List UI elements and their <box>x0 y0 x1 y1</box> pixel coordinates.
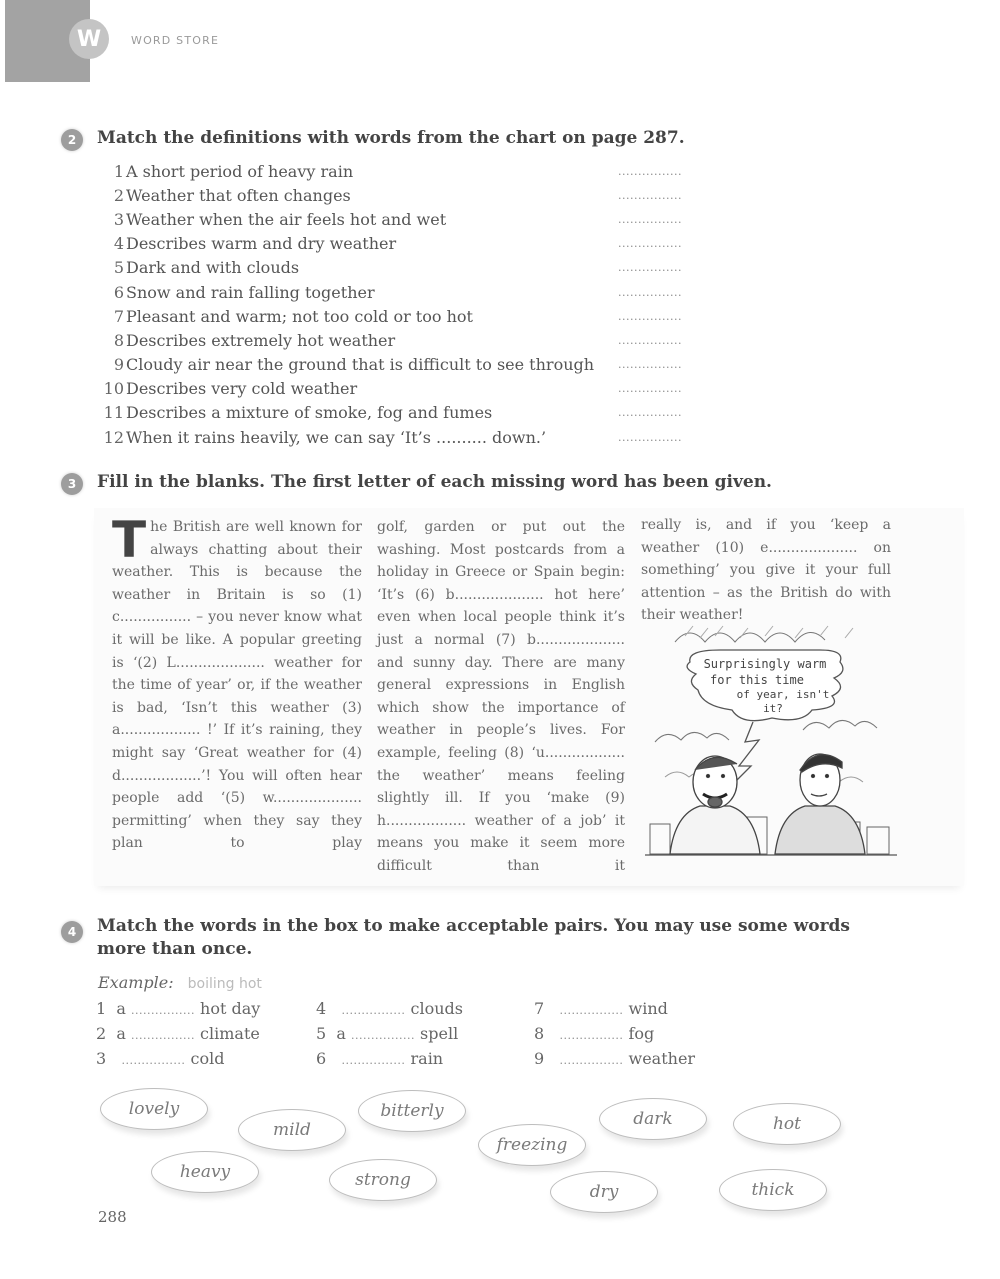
definition-row <box>96 280 706 304</box>
word-oval-bitterly[interactable]: bitterly <box>358 1090 466 1132</box>
item-number: 3 <box>113 209 124 229</box>
item-number: 11 <box>103 403 124 423</box>
speech-line-4: it? <box>763 702 783 715</box>
section-label: WORD STORE <box>131 34 220 47</box>
definition-text: Dark and with clouds <box>126 258 300 278</box>
speech-line-2: for this time <box>710 673 804 687</box>
answer-blank[interactable]: ................ <box>341 1004 406 1017</box>
item-number: 4 <box>113 234 124 254</box>
answer-blank[interactable]: ................ <box>618 188 682 202</box>
definition-row <box>96 256 706 280</box>
pair-item: 8 ................ fog <box>534 1024 655 1043</box>
definition-row <box>96 232 706 256</box>
definition-text: Describes very cold weather <box>126 379 358 399</box>
item-number: 1 <box>113 161 124 181</box>
cartoon-illustration <box>645 612 897 857</box>
word-oval-strong[interactable]: strong <box>329 1159 437 1201</box>
reading-column-3 <box>641 514 891 627</box>
page-number: 288 <box>98 1208 127 1226</box>
word-oval-dark[interactable]: dark <box>599 1098 707 1140</box>
definition-row <box>96 353 706 377</box>
man-right-icon <box>775 754 865 854</box>
answer-blank[interactable]: ................ <box>351 1029 415 1042</box>
exercise-3-badge: 3 <box>61 473 83 495</box>
definition-text: Snow and rain falling together <box>126 282 375 302</box>
word-oval-dry[interactable]: dry <box>550 1171 658 1213</box>
item-number: 7 <box>113 306 124 326</box>
definition-row <box>96 401 706 425</box>
answer-blank[interactable]: ................ <box>618 212 682 226</box>
example-answer: boiling hot <box>187 976 262 992</box>
definition-text: Describes a mixture of smoke, fog and fumes <box>126 403 493 423</box>
definition-text: Describes warm and dry weather <box>126 234 397 254</box>
pair-item: 9 ................ weather <box>534 1049 696 1068</box>
answer-blank[interactable]: ................ <box>618 333 682 347</box>
item-number: 8 <box>113 330 124 350</box>
answer-blank[interactable]: ................ <box>618 430 682 444</box>
answer-blank[interactable]: ................ <box>559 1004 624 1017</box>
item-number: 6 <box>113 282 124 302</box>
speech-line-3: of year, isn't <box>736 688 830 701</box>
pair-item: 5 a ................ spell <box>316 1024 459 1043</box>
item-number: 10 <box>103 379 124 399</box>
definition-row <box>96 377 706 401</box>
answer-blank[interactable]: ................ <box>618 261 682 275</box>
definition-text: A short period of heavy rain <box>126 161 354 181</box>
definition-text: Weather that often changes <box>126 185 351 205</box>
exercise-4-badge: 4 <box>61 921 83 943</box>
answer-blank[interactable]: ................ <box>131 1004 195 1017</box>
definition-list <box>96 159 706 449</box>
word-oval-mild[interactable]: mild <box>238 1109 346 1151</box>
answer-blank[interactable]: ................ <box>618 406 682 420</box>
answer-blank[interactable]: ................ <box>618 358 682 372</box>
answer-blank[interactable]: ................ <box>618 382 682 396</box>
definition-row <box>96 183 706 207</box>
definition-text: When it rains heavily, we can say ‘It’s .......... down.’ <box>126 427 547 447</box>
reading-column-2 <box>377 516 625 878</box>
reading-column-1 <box>112 511 362 855</box>
definition-row <box>96 159 706 183</box>
answer-blank[interactable]: ................ <box>618 237 682 251</box>
definition-row <box>96 304 706 328</box>
definition-text: Describes extremely hot weather <box>126 330 396 350</box>
pair-item: 4 ................ clouds <box>316 999 463 1018</box>
drop-cap: T <box>112 511 147 569</box>
word-oval-thick[interactable]: thick <box>719 1169 827 1211</box>
pair-item: 2 a ................ climate <box>96 1024 260 1043</box>
answer-blank[interactable]: ................ <box>121 1054 186 1067</box>
definition-row <box>96 328 706 352</box>
word-store-badge: W <box>69 19 109 59</box>
item-number: 5 <box>113 258 124 278</box>
example-label: Example: <box>98 973 174 992</box>
answer-blank[interactable]: ................ <box>341 1054 406 1067</box>
column-3-text: really is, and if you ‘keep a weather (10) e.................... on something’ you give it your full attention – as the British do with their weather! <box>641 517 891 624</box>
word-oval-lovely[interactable]: lovely <box>100 1088 208 1130</box>
word-oval-heavy[interactable]: heavy <box>151 1151 259 1193</box>
answer-blank[interactable]: ................ <box>559 1054 624 1067</box>
exercise-4-title-line-1: Match the words in the box to make acceptable pairs. You may use some words <box>97 916 851 936</box>
definition-text: Weather when the air feels hot and wet <box>126 209 447 229</box>
pair-item: 1 a ................ hot day <box>96 999 261 1018</box>
exercise-2-badge: 2 <box>61 129 83 151</box>
example-line <box>98 973 262 992</box>
exercise-4-title-line-2: more than once. <box>97 939 253 959</box>
pair-item: 3 ................ cold <box>96 1049 225 1068</box>
definition-row <box>96 207 706 231</box>
pair-item: 7 ................ wind <box>534 999 668 1018</box>
answer-blank[interactable]: ................ <box>618 285 682 299</box>
answer-blank[interactable]: ................ <box>559 1029 624 1042</box>
column-1-text: he British are well known for always chatting about their weather. This is because the weather in Britain is so (1) c................ – you never know what it will be like. A popular greeting is ‘(2) L.................... weather for the time of year’ or, if the weather is bad, ‘Isn’t this weather (3) a.................. !’ If it’s raining, they might say ‘Great weather for (4) d..................’! You will often hear people add ‘(5) w.................... permitting’ when they say they plan to play <box>112 519 362 852</box>
speech-line-1: Surprisingly warm <box>703 657 827 671</box>
exercise-3-title: Fill in the blanks. The first letter of each missing word has been given. <box>97 472 772 492</box>
definition-text: Cloudy air near the ground that is difficult to see through <box>126 355 595 375</box>
answer-blank[interactable]: ................ <box>618 309 682 323</box>
answer-blank[interactable]: ................ <box>131 1029 195 1042</box>
answer-blank[interactable]: ................ <box>618 164 682 178</box>
definition-text: Pleasant and warm; not too cold or too hot <box>126 306 473 326</box>
word-oval-hot[interactable]: hot <box>733 1103 841 1145</box>
item-number: 9 <box>113 355 124 375</box>
word-oval-freezing[interactable]: freezing <box>478 1124 586 1166</box>
column-2-text: golf, garden or put out the washing. Most postcards from a holiday in Greece or Spain begin: ‘It’s (6) b.................... hot here’ even when local people think it’s just a normal (7) b.................... and sunny day. There are many general expressions in English which show the importance of weather in people’s lives. For example, feeling (8) ‘u.................. the weather’ means feeling slightly ill. If you ‘make (9) h.................. weather of a job’ it means you make it seem more difficult than it <box>377 519 625 874</box>
item-number: 12 <box>103 427 124 447</box>
exercise-2-title: Match the definitions with words from the chart on page 287. <box>97 128 685 148</box>
pair-item: 6 ................ rain <box>316 1049 444 1068</box>
definition-row <box>96 425 706 449</box>
item-number: 2 <box>113 185 124 205</box>
